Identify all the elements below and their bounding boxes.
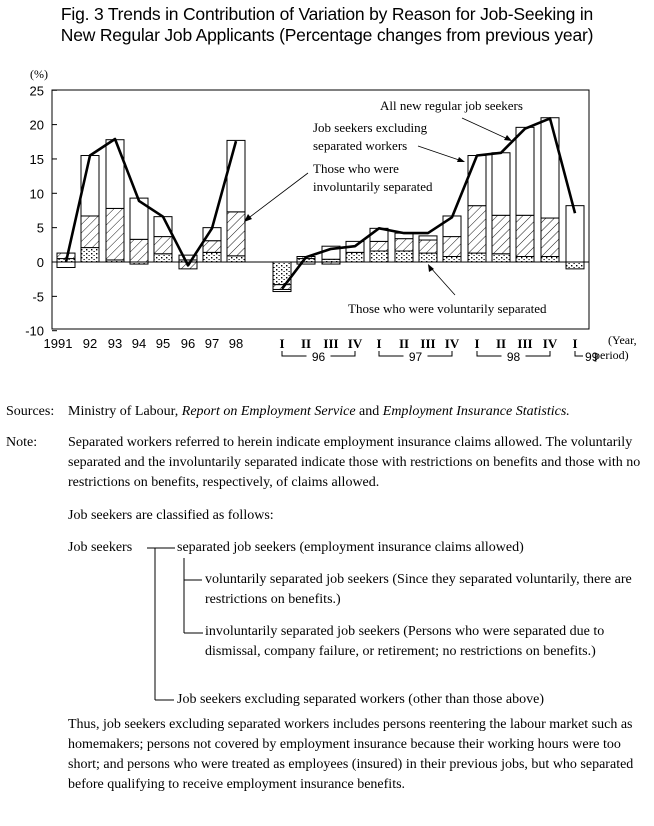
x-tick-quarter: III <box>517 336 533 351</box>
y-unit-label: (%) <box>30 67 48 81</box>
tree-voluntary: voluntarily separated job seekers (Since they separated voluntarily, there are restrictions on benefits.) <box>205 572 632 607</box>
y-tick-label: -10 <box>25 323 44 339</box>
x-tick-quarter: IV <box>347 336 363 351</box>
sources-text: Ministry of Labour, Report on Employment Service and Employment Insurance Statistics. <box>68 404 570 419</box>
source-statistics-title: Employment Insurance Statistics. <box>382 404 570 419</box>
x-tick-quarter: I <box>279 336 285 351</box>
y-tick-label: 25 <box>29 83 44 99</box>
tree-separated: separated job seekers (employment insurance claims allowed) <box>177 540 524 555</box>
x-tick-quarter: II <box>398 336 410 351</box>
y-tick-label: 0 <box>36 255 44 270</box>
annotation-excluding-separated-2: separated workers <box>313 138 408 153</box>
x-tick-year: 98 <box>228 336 244 351</box>
note-paragraph-1: Separated workers referred to herein indicate employment insurance claims allowed. The voluntarily separated and the involuntarily separated indicate those with restrictions on benefits and those with no restrictions on benefits, respectively, of claims allowed. <box>68 435 641 490</box>
svg-text:period): period) <box>594 348 629 362</box>
figure-title-line2: New Regular Job Applicants (Percentage changes from previous year) <box>60 25 594 45</box>
sources-label: Sources: <box>6 404 55 419</box>
source-report-title: Report on Employment Service <box>181 404 356 419</box>
x-tick-year: 96 <box>180 336 196 351</box>
x-tick-quarter: I <box>474 336 480 351</box>
y-tick-label: 5 <box>36 220 44 236</box>
annotation-voluntary: Those who were voluntarily separated <box>348 301 547 316</box>
x-tick-year: 1991 <box>43 336 73 351</box>
x-tick-year: 92 <box>82 336 98 351</box>
y-tick-label: 10 <box>29 186 44 202</box>
x-tick-quarter: II <box>300 336 312 351</box>
x-tick-year: 93 <box>107 336 123 351</box>
y-tick-label: -5 <box>32 289 44 305</box>
svg-text:(Year,: (Year, <box>608 333 637 347</box>
annotation-involuntary-2: involuntarily separated <box>313 179 433 194</box>
annotation-all-job-seekers: All new regular job seekers <box>380 98 523 113</box>
y-tick-label: 20 <box>29 117 44 133</box>
x-tick-year: 94 <box>131 336 147 351</box>
tree-root: Job seekers <box>68 540 133 555</box>
x-tick-quarter: IV <box>444 336 460 351</box>
x-tick-year: 95 <box>155 336 171 351</box>
year-group-label: 98 <box>506 350 521 364</box>
x-tick-quarter: I <box>572 336 578 351</box>
annotation-excluding-separated-1: Job seekers excluding <box>313 120 428 135</box>
annotation-involuntary-1: Those who were <box>313 161 399 176</box>
note-label: Note: <box>6 435 38 450</box>
tree-excluding: Job seekers excluding separated workers (other than those above) <box>177 692 544 707</box>
figure-title-line1: Fig. 3 Trends in Contribution of Variation by Reason for Job-Seeking in <box>60 4 594 24</box>
x-tick-quarter: II <box>495 336 507 351</box>
year-group-label: 99 <box>585 350 599 364</box>
x-tick-quarter: I <box>376 336 382 351</box>
tree-involuntary: involuntarily separated job seekers (Persons who were separated due to dismissal, company failure, or retirement; no restrictions on benefits.) <box>205 624 605 659</box>
x-tick-quarter: III <box>420 336 436 351</box>
year-group-label: 97 <box>408 350 423 364</box>
note-paragraph-2: Job seekers are classified as follows: <box>68 508 274 523</box>
note-paragraph-3: Thus, job seekers excluding separated workers includes persons reentering the labour market such as homemakers; persons not covered by employment insurance because their working hours were too short; and persons who were treated as employees (insured) in their previous jobs, but who separated before qualifying to receive employment insurance benefits. <box>68 717 634 792</box>
x-tick-year: 97 <box>204 336 220 351</box>
y-tick-label: 15 <box>29 151 44 167</box>
x-tick-quarter: III <box>323 336 339 351</box>
year-group-label: 96 <box>311 350 326 364</box>
x-tick-quarter: IV <box>542 336 558 351</box>
